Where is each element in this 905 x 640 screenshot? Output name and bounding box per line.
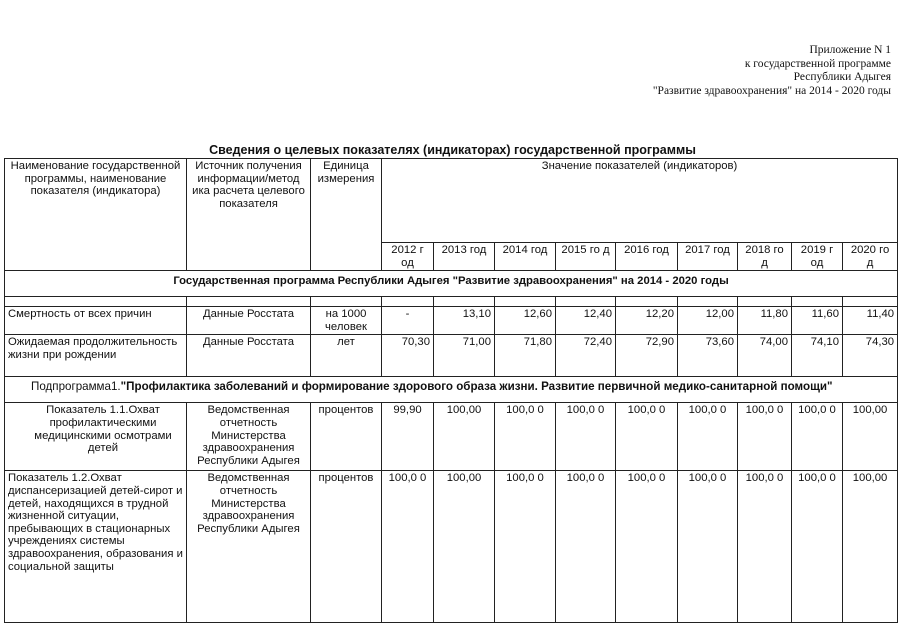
subprogram-title-row (5, 377, 898, 403)
value-cell: 100,00 (434, 403, 495, 471)
value-cell: 12,00 (678, 307, 738, 335)
year-cell: 2013 год (434, 243, 495, 271)
program-title: Государственная программа Республики Адыгея "Развитие здравоохранения" на 2014 - 2020 годы (5, 271, 898, 297)
value-cell: - (382, 307, 434, 335)
year-cell: 2014 год (495, 243, 556, 271)
value-cell: 100,0 0 (616, 403, 678, 471)
year-cell: 2018 го д (738, 243, 792, 271)
header-unit: Единица измерения (311, 159, 382, 271)
value-cell: 74,30 (843, 335, 898, 377)
value-cell: 100,0 0 (495, 471, 556, 623)
value-cell: 12,40 (556, 307, 616, 335)
value-cell: 100,0 0 (556, 403, 616, 471)
program-title-row (5, 271, 898, 297)
value-cell: 100,00 (843, 471, 898, 623)
subprogram-prefix: Подпрограмма1. (31, 380, 121, 394)
appendix-block (491, 44, 891, 98)
indicator-unit: лет (311, 335, 382, 377)
value-cell: 12,60 (495, 307, 556, 335)
subprogram-title (5, 377, 898, 403)
value-cell: 70,30 (382, 335, 434, 377)
indicator-name: Показатель 1.1.Охват профилактическими медицинскими осмотрами детей (5, 403, 187, 471)
value-cell: 100,0 0 (792, 403, 843, 471)
table-row (5, 307, 898, 335)
header-name: Наименование государственной программы, наименование показателя (индикатора) (5, 159, 187, 271)
value-cell: 72,40 (556, 335, 616, 377)
year-cell: 2019 г од (792, 243, 843, 271)
value-cell: 71,00 (434, 335, 495, 377)
document-title: Сведения о целевых показателях (индикаторах) государственной программы (209, 143, 696, 157)
value-cell: 74,10 (792, 335, 843, 377)
value-cell: 11,60 (792, 307, 843, 335)
value-cell: 100,00 (434, 471, 495, 623)
year-cell: 2012 г од (382, 243, 434, 271)
indicator-source: Ведомственная отчетность Министерства здравоохранения Республики Адыгея (187, 471, 311, 623)
appendix-line: "Развитие здравоохранения" на 2014 - 2020 годы (652, 84, 891, 97)
indicator-unit: на 1000 человек (311, 307, 382, 335)
header-values: Значение показателей (индикаторов) (382, 159, 898, 243)
value-cell: 100,0 0 (678, 471, 738, 623)
appendix-line: Республики Адыгея (793, 71, 891, 83)
year-cell: 2015 го д (556, 243, 616, 271)
indicators-table (4, 158, 898, 623)
value-cell: 99,90 (382, 403, 434, 471)
indicator-name: Показатель 1.2.Охват диспансеризацией детей-сирот и детей, находящихся в трудной жизненной ситуации, пребывающих в стационарных учреждениях системы здравоохранения, образования и социальной защиты (5, 471, 187, 623)
value-cell: 100,0 0 (616, 471, 678, 623)
value-cell: 72,90 (616, 335, 678, 377)
value-cell: 100,0 0 (556, 471, 616, 623)
spacer-row (5, 297, 898, 307)
indicator-unit: процентов (311, 403, 382, 471)
header-source: Источник получения информации/метод ика расчета целевого показателя (187, 159, 311, 271)
table-row (5, 403, 898, 471)
appendix-line: к государственной программе (744, 57, 891, 70)
header-row (5, 159, 898, 243)
value-cell: 100,0 0 (738, 471, 792, 623)
year-cell: 2016 год (616, 243, 678, 271)
value-cell: 11,80 (738, 307, 792, 335)
table-row (5, 471, 898, 623)
indicator-name: Смертность от всех причин (5, 307, 187, 335)
value-cell: 74,00 (738, 335, 792, 377)
indicator-source: Ведомственная отчетность Министерства здравоохранения Республики Адыгея (187, 403, 311, 471)
value-cell: 100,0 0 (792, 471, 843, 623)
table-row (5, 335, 898, 377)
year-cell: 2020 го д (843, 243, 898, 271)
indicator-unit: процентов (311, 471, 382, 623)
value-cell: 73,60 (678, 335, 738, 377)
value-cell: 100,0 0 (678, 403, 738, 471)
value-cell: 71,80 (495, 335, 556, 377)
value-cell: 100,0 0 (382, 471, 434, 623)
subprogram-name: "Профилактика заболеваний и формирование здорового образа жизни. Развитие первичной медико-санитарной помощи" (120, 380, 833, 394)
value-cell: 11,40 (843, 307, 898, 335)
indicator-source: Данные Росстата (187, 335, 311, 377)
value-cell: 100,0 0 (738, 403, 792, 471)
value-cell: 100,00 (843, 403, 898, 471)
indicator-name: Ожидаемая продолжительность жизни при рождении (5, 335, 187, 377)
value-cell: 13,10 (434, 307, 495, 335)
year-cell: 2017 год (678, 243, 738, 271)
value-cell: 100,0 0 (495, 403, 556, 471)
appendix-line: Приложение N 1 (809, 44, 891, 56)
indicator-source: Данные Росстата (187, 307, 311, 335)
value-cell: 12,20 (616, 307, 678, 335)
